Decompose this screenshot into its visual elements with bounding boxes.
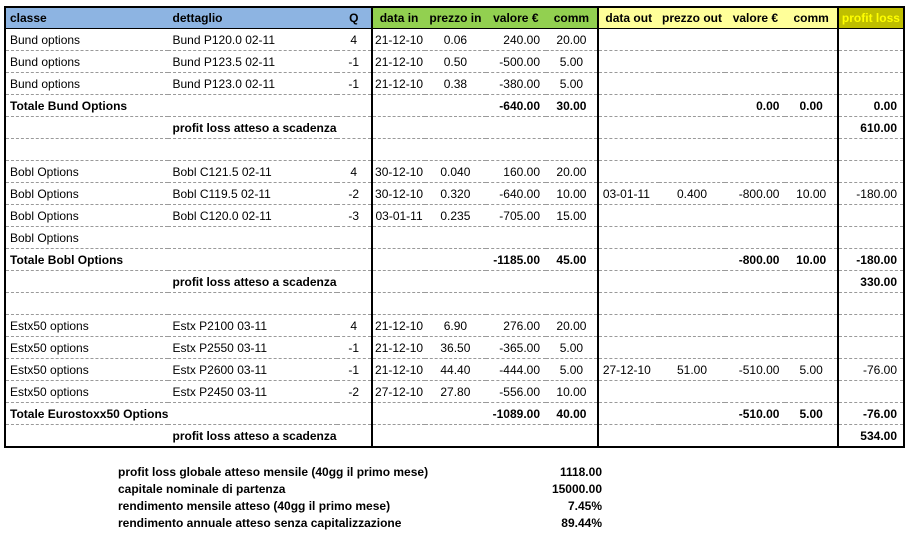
header-dettaglio[interactable]: dettaglio <box>168 7 336 29</box>
cell-comm-in[interactable]: 10.00 <box>546 183 598 205</box>
cell-comm-out[interactable]: 10.00 <box>785 183 837 205</box>
cell-classe[interactable]: Totale Bund Options <box>5 95 168 117</box>
summary-label: rendimento mensile atteso (40gg il primo mese) <box>118 498 391 513</box>
cell-classe[interactable]: Estx50 options <box>5 359 168 381</box>
cell-profit-loss[interactable]: 330.00 <box>838 271 904 293</box>
cell-dettaglio[interactable]: Bund P123.5 02-11 <box>168 51 336 73</box>
expected-row <box>5 425 904 448</box>
cell-prezzo-in[interactable] <box>425 425 485 448</box>
cell-dettaglio[interactable]: Estx P2100 03-11 <box>168 315 336 337</box>
cell-comm-out[interactable] <box>785 293 837 315</box>
cell-profit-loss[interactable] <box>838 315 904 337</box>
cell-comm-in[interactable] <box>546 271 598 293</box>
spacer-row <box>5 293 904 315</box>
cell-prezzo-in[interactable] <box>425 293 485 315</box>
cell-data-out[interactable] <box>598 337 659 359</box>
cell-prezzo-in[interactable]: 36.50 <box>425 337 485 359</box>
cell-q[interactable]: -1 <box>337 359 372 381</box>
cell-q[interactable]: 4 <box>337 315 372 337</box>
cell-profit-loss[interactable] <box>838 29 904 51</box>
cell-prezzo-in[interactable]: 0.320 <box>425 183 485 205</box>
cell-data-in[interactable] <box>372 139 425 161</box>
cell-prezzo-out[interactable] <box>659 271 726 293</box>
header-data-in[interactable]: data in <box>372 7 425 29</box>
cell-classe[interactable]: Estx50 options <box>5 381 168 403</box>
expected-row <box>5 117 904 139</box>
cell-prezzo-out[interactable] <box>659 227 726 249</box>
cell-q[interactable]: 4 <box>337 161 372 183</box>
table-row <box>5 183 904 205</box>
cell-prezzo-in[interactable] <box>425 117 485 139</box>
cell-profit-loss[interactable] <box>838 293 904 315</box>
cell-comm-in[interactable]: 45.00 <box>546 249 598 271</box>
cell-valore-in[interactable]: -500.00 <box>486 51 546 73</box>
cell-valore-out[interactable]: -510.00 <box>725 359 785 381</box>
cell-prezzo-in[interactable] <box>425 139 485 161</box>
cell-classe[interactable] <box>5 425 168 448</box>
cell-prezzo-out[interactable] <box>659 161 726 183</box>
cell-prezzo-in[interactable]: 44.40 <box>425 359 485 381</box>
table-row <box>5 359 904 381</box>
cell-q[interactable] <box>337 227 372 249</box>
header-q[interactable]: Q <box>337 7 372 29</box>
cell-data-in[interactable]: 21-12-10 <box>372 315 425 337</box>
cell-prezzo-out[interactable] <box>659 249 726 271</box>
cell-prezzo-out[interactable] <box>659 51 726 73</box>
cell-prezzo-out[interactable] <box>659 315 726 337</box>
cell-prezzo-in[interactable] <box>425 95 485 117</box>
cell-dettaglio[interactable]: Bobl C119.5 02-11 <box>168 183 336 205</box>
cell-dettaglio[interactable] <box>168 139 336 161</box>
summary-value[interactable]: 7.45% <box>567 498 602 513</box>
cell-valore-out[interactable] <box>725 51 785 73</box>
total-row <box>5 403 904 425</box>
cell-valore-out[interactable] <box>725 161 785 183</box>
cell-data-out[interactable]: 27-12-10 <box>598 359 659 381</box>
cell-valore-in[interactable]: -705.00 <box>486 205 546 227</box>
cell-comm-in[interactable]: 15.00 <box>546 205 598 227</box>
cell-q[interactable] <box>337 139 372 161</box>
cell-comm-out[interactable] <box>785 29 837 51</box>
cell-data-out[interactable] <box>598 139 659 161</box>
cell-profit-loss[interactable] <box>838 161 904 183</box>
cell-profit-loss[interactable] <box>838 73 904 95</box>
header-prezzo-out[interactable]: prezzo out <box>659 7 726 29</box>
cell-dettaglio[interactable]: Bund P120.0 02-11 <box>168 29 336 51</box>
cell-valore-out[interactable] <box>725 337 785 359</box>
cell-prezzo-in[interactable]: 6.90 <box>425 315 485 337</box>
cell-classe[interactable] <box>5 293 168 315</box>
table-row <box>5 29 904 51</box>
cell-data-out[interactable] <box>598 73 659 95</box>
cell-prezzo-out[interactable] <box>659 73 726 95</box>
cell-valore-out[interactable] <box>725 381 785 403</box>
cell-data-out[interactable] <box>598 271 659 293</box>
cell-data-in[interactable]: 30-12-10 <box>372 161 425 183</box>
cell-prezzo-in[interactable]: 0.06 <box>425 29 485 51</box>
cell-prezzo-out[interactable] <box>659 29 726 51</box>
header-valore-out[interactable]: valore € <box>725 7 785 29</box>
cell-valore-in[interactable] <box>486 271 546 293</box>
cell-valore-out[interactable]: 0.00 <box>725 95 785 117</box>
cell-prezzo-out[interactable] <box>659 293 726 315</box>
cell-comm-out[interactable] <box>785 205 837 227</box>
cell-profit-loss[interactable]: -76.00 <box>838 403 904 425</box>
cell-profit-loss[interactable]: -180.00 <box>838 249 904 271</box>
cell-prezzo-in[interactable] <box>425 249 485 271</box>
cell-classe[interactable]: Bobl Options <box>5 183 168 205</box>
cell-profit-loss[interactable]: 610.00 <box>838 117 904 139</box>
cell-valore-in[interactable] <box>486 117 546 139</box>
cell-valore-in[interactable]: 276.00 <box>486 315 546 337</box>
table-row <box>5 315 904 337</box>
summary-label: profit loss globale atteso mensile (40gg il primo mese) <box>118 464 429 479</box>
cell-valore-in[interactable]: -556.00 <box>486 381 546 403</box>
cell-comm-out[interactable] <box>785 271 837 293</box>
cell-data-in[interactable] <box>372 95 425 117</box>
cell-comm-in[interactable] <box>546 227 598 249</box>
cell-valore-in[interactable]: -1089.00 <box>486 403 546 425</box>
cell-data-out[interactable] <box>598 51 659 73</box>
cell-data-out[interactable] <box>598 161 659 183</box>
cell-profit-loss[interactable]: -180.00 <box>838 183 904 205</box>
cell-data-in[interactable]: 21-12-10 <box>372 51 425 73</box>
cell-comm-out[interactable]: 5.00 <box>785 359 837 381</box>
cell-data-out[interactable] <box>598 95 659 117</box>
cell-data-in[interactable] <box>372 403 425 425</box>
cell-prezzo-in[interactable] <box>425 271 485 293</box>
summary-value[interactable]: 1118.00 <box>559 464 602 479</box>
summary-label: rendimento annuale atteso senza capitalizzazione <box>118 515 402 530</box>
cell-valore-out[interactable] <box>725 227 785 249</box>
cell-valore-in[interactable]: -640.00 <box>486 95 546 117</box>
cell-data-in[interactable] <box>372 271 425 293</box>
cell-profit-loss[interactable] <box>838 205 904 227</box>
cell-prezzo-out[interactable] <box>659 139 726 161</box>
cell-prezzo-out[interactable] <box>659 425 726 448</box>
cell-valore-out[interactable] <box>725 29 785 51</box>
cell-dettaglio[interactable]: Estx P2550 03-11 <box>168 337 336 359</box>
summary-row <box>118 463 612 480</box>
cell-prezzo-out[interactable]: 51.00 <box>659 359 726 381</box>
cell-valore-in[interactable]: -365.00 <box>486 337 546 359</box>
header-data-out[interactable]: data out <box>598 7 659 29</box>
cell-classe[interactable]: Bobl Options <box>5 227 168 249</box>
positions-sheet <box>4 6 905 448</box>
total-row <box>5 95 904 117</box>
cell-comm-out[interactable]: 10.00 <box>785 249 837 271</box>
cell-comm-out[interactable] <box>785 51 837 73</box>
cell-prezzo-out[interactable] <box>659 403 726 425</box>
header-prezzo-in[interactable]: prezzo in <box>425 7 485 29</box>
cell-valore-out[interactable]: -510.00 <box>725 403 785 425</box>
cell-prezzo-in[interactable]: 0.50 <box>425 51 485 73</box>
cell-comm-out[interactable] <box>785 227 837 249</box>
cell-dettaglio[interactable]: Estx P2600 03-11 <box>168 359 336 381</box>
cell-prezzo-in[interactable] <box>425 227 485 249</box>
cell-q[interactable] <box>337 293 372 315</box>
cell-classe[interactable]: Bobl Options <box>5 205 168 227</box>
cell-q[interactable]: -2 <box>337 381 372 403</box>
cell-data-out[interactable] <box>598 381 659 403</box>
cell-data-out[interactable] <box>598 403 659 425</box>
summary-row <box>118 497 612 514</box>
cell-data-in[interactable]: 21-12-10 <box>372 359 425 381</box>
cell-data-out[interactable] <box>598 117 659 139</box>
cell-comm-out[interactable] <box>785 117 837 139</box>
cell-q[interactable]: 4 <box>337 29 372 51</box>
cell-comm-in[interactable] <box>546 139 598 161</box>
cell-comm-out[interactable] <box>785 139 837 161</box>
cell-valore-out[interactable]: -800.00 <box>725 249 785 271</box>
cell-data-in[interactable] <box>372 425 425 448</box>
cell-valore-out[interactable] <box>725 271 785 293</box>
cell-valore-in[interactable]: -1185.00 <box>486 249 546 271</box>
cell-dettaglio[interactable] <box>168 249 336 271</box>
cell-profit-loss[interactable]: 534.00 <box>838 425 904 448</box>
cell-q[interactable]: -1 <box>337 337 372 359</box>
table-row <box>5 161 904 183</box>
cell-prezzo-in[interactable] <box>425 403 485 425</box>
cell-valore-in[interactable]: 240.00 <box>486 29 546 51</box>
cell-classe[interactable] <box>5 117 168 139</box>
cell-data-in[interactable]: 21-12-10 <box>372 73 425 95</box>
cell-data-out[interactable] <box>598 425 659 448</box>
cell-prezzo-out[interactable] <box>659 205 726 227</box>
cell-valore-out[interactable] <box>725 293 785 315</box>
cell-classe[interactable] <box>5 139 168 161</box>
cell-data-in[interactable] <box>372 227 425 249</box>
cell-data-out[interactable] <box>598 29 659 51</box>
cell-prezzo-in[interactable]: 0.38 <box>425 73 485 95</box>
cell-dettaglio[interactable] <box>168 227 336 249</box>
header-profit-loss[interactable]: profit loss <box>838 7 904 29</box>
header-comm-out[interactable]: comm <box>785 7 837 29</box>
cell-comm-out[interactable] <box>785 337 837 359</box>
cell-classe[interactable]: Bobl Options <box>5 161 168 183</box>
summary-row <box>118 514 612 531</box>
cell-comm-in[interactable]: 10.00 <box>546 381 598 403</box>
total-row <box>5 249 904 271</box>
cell-data-in[interactable] <box>372 293 425 315</box>
table-row <box>5 205 904 227</box>
table-row <box>5 73 904 95</box>
cell-valore-in[interactable]: -380.00 <box>486 73 546 95</box>
cell-profit-loss[interactable]: 0.00 <box>838 95 904 117</box>
cell-classe[interactable]: Bund options <box>5 73 168 95</box>
cell-comm-in[interactable] <box>546 425 598 448</box>
cell-data-out[interactable] <box>598 315 659 337</box>
cell-valore-in[interactable]: -640.00 <box>486 183 546 205</box>
cell-comm-out[interactable] <box>785 315 837 337</box>
cell-q[interactable] <box>337 425 372 448</box>
cell-valore-in[interactable]: 160.00 <box>486 161 546 183</box>
cell-dettaglio[interactable]: Bund P123.0 02-11 <box>168 73 336 95</box>
cell-dettaglio[interactable]: profit loss atteso a scadenza <box>168 425 336 448</box>
cell-comm-in[interactable]: 20.00 <box>546 315 598 337</box>
cell-comm-out[interactable] <box>785 425 837 448</box>
cell-data-out[interactable] <box>598 205 659 227</box>
cell-comm-out[interactable] <box>785 73 837 95</box>
cell-valore-out[interactable] <box>725 117 785 139</box>
cell-comm-in[interactable]: 20.00 <box>546 29 598 51</box>
cell-valore-out[interactable] <box>725 205 785 227</box>
cell-data-in[interactable]: 03-01-11 <box>372 205 425 227</box>
cell-q[interactable] <box>337 95 372 117</box>
expected-row <box>5 271 904 293</box>
cell-classe[interactable]: Totale Bobl Options <box>5 249 168 271</box>
table-row <box>5 381 904 403</box>
cell-data-out[interactable]: 03-01-11 <box>598 183 659 205</box>
summary-block <box>118 463 612 531</box>
summary-value[interactable]: 15000.00 <box>551 481 602 496</box>
cell-prezzo-out[interactable] <box>659 337 726 359</box>
cell-q[interactable] <box>337 249 372 271</box>
spacer-row <box>5 139 904 161</box>
cell-data-out[interactable] <box>598 227 659 249</box>
cell-q[interactable]: -2 <box>337 183 372 205</box>
cell-profit-loss[interactable] <box>838 51 904 73</box>
cell-comm-in[interactable] <box>546 293 598 315</box>
cell-classe[interactable]: Estx50 options <box>5 315 168 337</box>
summary-row <box>118 480 612 497</box>
cell-q[interactable] <box>337 403 372 425</box>
cell-classe[interactable]: Bund options <box>5 51 168 73</box>
cell-valore-out[interactable] <box>725 73 785 95</box>
cell-dettaglio[interactable]: profit loss atteso a scadenza <box>168 271 336 293</box>
cell-valore-in[interactable] <box>486 425 546 448</box>
cell-prezzo-out[interactable]: 0.400 <box>659 183 726 205</box>
cell-prezzo-in[interactable]: 27.80 <box>425 381 485 403</box>
cell-prezzo-in[interactable]: 0.040 <box>425 161 485 183</box>
summary-value[interactable]: 89.44% <box>561 515 602 530</box>
cell-dettaglio[interactable] <box>168 403 336 425</box>
cell-classe[interactable] <box>5 271 168 293</box>
header-classe[interactable]: classe <box>5 7 168 29</box>
cell-dettaglio[interactable]: Estx P2450 03-11 <box>168 381 336 403</box>
cell-dettaglio[interactable]: Bobl C121.5 02-11 <box>168 161 336 183</box>
cell-valore-in[interactable] <box>486 293 546 315</box>
cell-data-out[interactable] <box>598 249 659 271</box>
summary-label: capitale nominale di partenza <box>118 481 286 496</box>
cell-dettaglio[interactable]: Bobl C120.0 02-11 <box>168 205 336 227</box>
header-row <box>5 7 904 29</box>
cell-comm-in[interactable]: 20.00 <box>546 161 598 183</box>
cell-comm-in[interactable]: 5.00 <box>546 359 598 381</box>
table-row <box>5 51 904 73</box>
cell-valore-in[interactable] <box>486 227 546 249</box>
cell-comm-in[interactable]: 30.00 <box>546 95 598 117</box>
cell-valore-in[interactable]: -444.00 <box>486 359 546 381</box>
cell-comm-in[interactable]: 5.00 <box>546 73 598 95</box>
table-row <box>5 337 904 359</box>
cell-comm-out[interactable] <box>785 161 837 183</box>
header-valore-in[interactable]: valore € <box>486 7 546 29</box>
header-comm-in[interactable]: comm <box>546 7 598 29</box>
cell-classe[interactable]: Totale Eurostoxx50 Options <box>5 403 168 425</box>
cell-q[interactable] <box>337 271 372 293</box>
cell-profit-loss[interactable]: -76.00 <box>838 359 904 381</box>
cell-prezzo-out[interactable] <box>659 95 726 117</box>
cell-valore-out[interactable] <box>725 315 785 337</box>
cell-data-in[interactable]: 21-12-10 <box>372 29 425 51</box>
cell-dettaglio[interactable] <box>168 95 336 117</box>
cell-valore-in[interactable] <box>486 139 546 161</box>
cell-data-in[interactable] <box>372 249 425 271</box>
cell-q[interactable] <box>337 117 372 139</box>
cell-data-in[interactable] <box>372 117 425 139</box>
cell-comm-in[interactable]: 5.00 <box>546 51 598 73</box>
cell-profit-loss[interactable] <box>838 227 904 249</box>
cell-comm-out[interactable]: 5.00 <box>785 403 837 425</box>
cell-prezzo-out[interactable] <box>659 117 726 139</box>
cell-comm-out[interactable]: 0.00 <box>785 95 837 117</box>
cell-data-in[interactable]: 30-12-10 <box>372 183 425 205</box>
cell-comm-out[interactable] <box>785 381 837 403</box>
cell-valore-out[interactable]: -800.00 <box>725 183 785 205</box>
cell-valore-out[interactable] <box>725 139 785 161</box>
cell-comm-in[interactable]: 40.00 <box>546 403 598 425</box>
cell-data-in[interactable]: 27-12-10 <box>372 381 425 403</box>
cell-prezzo-in[interactable]: 0.235 <box>425 205 485 227</box>
cell-classe[interactable]: Bund options <box>5 29 168 51</box>
cell-comm-in[interactable]: 5.00 <box>546 337 598 359</box>
cell-q[interactable]: -1 <box>337 51 372 73</box>
cell-prezzo-out[interactable] <box>659 381 726 403</box>
cell-dettaglio[interactable] <box>168 293 336 315</box>
cell-data-out[interactable] <box>598 293 659 315</box>
cell-dettaglio[interactable]: profit loss atteso a scadenza <box>168 117 336 139</box>
cell-q[interactable]: -1 <box>337 73 372 95</box>
cell-q[interactable]: -3 <box>337 205 372 227</box>
cell-profit-loss[interactable] <box>838 381 904 403</box>
table-row <box>5 227 904 249</box>
cell-comm-in[interactable] <box>546 117 598 139</box>
cell-valore-out[interactable] <box>725 425 785 448</box>
cell-classe[interactable]: Estx50 options <box>5 337 168 359</box>
cell-profit-loss[interactable] <box>838 337 904 359</box>
cell-profit-loss[interactable] <box>838 139 904 161</box>
cell-data-in[interactable]: 21-12-10 <box>372 337 425 359</box>
